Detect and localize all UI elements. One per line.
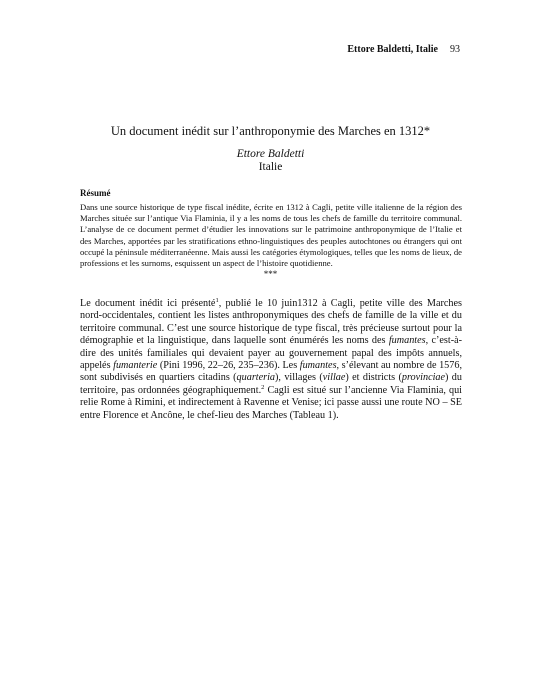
body-text: ) et districts ( <box>345 372 402 384</box>
body-text: (Pini 1996, 22–26, 235–236). Les <box>157 360 300 372</box>
italic-term: quarteria <box>236 372 276 384</box>
running-header-author: Ettore Baldetti, Italie <box>347 44 438 55</box>
article-author: Ettore Baldetti <box>236 148 305 160</box>
page-number: 93 <box>450 44 460 55</box>
body-text: ) du territoire, pas ordonnées géographiquement. <box>80 372 462 396</box>
italic-term: fumantes <box>388 335 426 347</box>
article-title: Un document inédit sur l’anthroponymie des Marches en 1312* <box>110 124 431 138</box>
body-text: , s’élevant au nombre de 1576, sont subdivisés en quartiers citadins ( <box>80 360 462 384</box>
italic-term: fumanterie <box>113 360 158 372</box>
author-affiliation: Italie <box>258 161 283 173</box>
italic-term: provinciae <box>401 372 446 384</box>
body-paragraph <box>80 298 462 422</box>
body-text: ), villages ( <box>275 372 323 384</box>
italic-term: villae <box>322 372 346 384</box>
running-header <box>347 44 460 55</box>
abstract-heading: Résumé <box>80 188 111 198</box>
footnote-marker[interactable]: 2 <box>261 383 265 391</box>
abstract-text: Dans une source historique de type fiscal inédite, écrite en 1312 à Cagli, petite ville italienne de la région des Marches située sur l’antique Via Flaminia, il y a les noms de tous les chefs de famille du territoire communal. L’analyse de ce document permet d’étudier les innovations sur le patrimoine anthroponymique de l’Italie et des Marches, apportées par les stratifications ethno-linguistiques des peuples autochtones ou étrangers qui ont occupé la péninsule méditerranéenne. Mais aussi les catégories étymologiques, telles que les noms de lieux, de professions et les surnoms, esquissent un aspect de l’histoire quotidienne. <box>80 202 462 269</box>
section-separator: *** <box>263 269 278 279</box>
body-text: Cagli est situé sur l’ancienne Via Flaminia, qui relie Rome à Rimini, et indirectement à Ravenne et Venise; ici passe aussi une route NO – SE entre Florence et Ancône, le chef-lieu des Marches (Tableau 1). <box>80 384 463 421</box>
body-text: Le document inédit ici présenté <box>80 298 216 309</box>
footnote-marker[interactable]: 1 <box>215 297 219 304</box>
italic-term: fumantes <box>299 360 337 372</box>
body-text: , c’est-à-dire des unités familiales qui devaient payer au gouvernement papal des impôts annuels, appelés <box>80 335 462 372</box>
body-text: , publié le 10 juin1312 à Cagli, petite ville des Marches nord-occidentales, contient les listes anthroponymiques des chefs de famille de la ville et du territoire communal. C’est une source historique de type fiscal, très précieuse surtout pour la démographie et la linguistique, dans laquelle sont énumérés les noms des <box>80 298 462 347</box>
